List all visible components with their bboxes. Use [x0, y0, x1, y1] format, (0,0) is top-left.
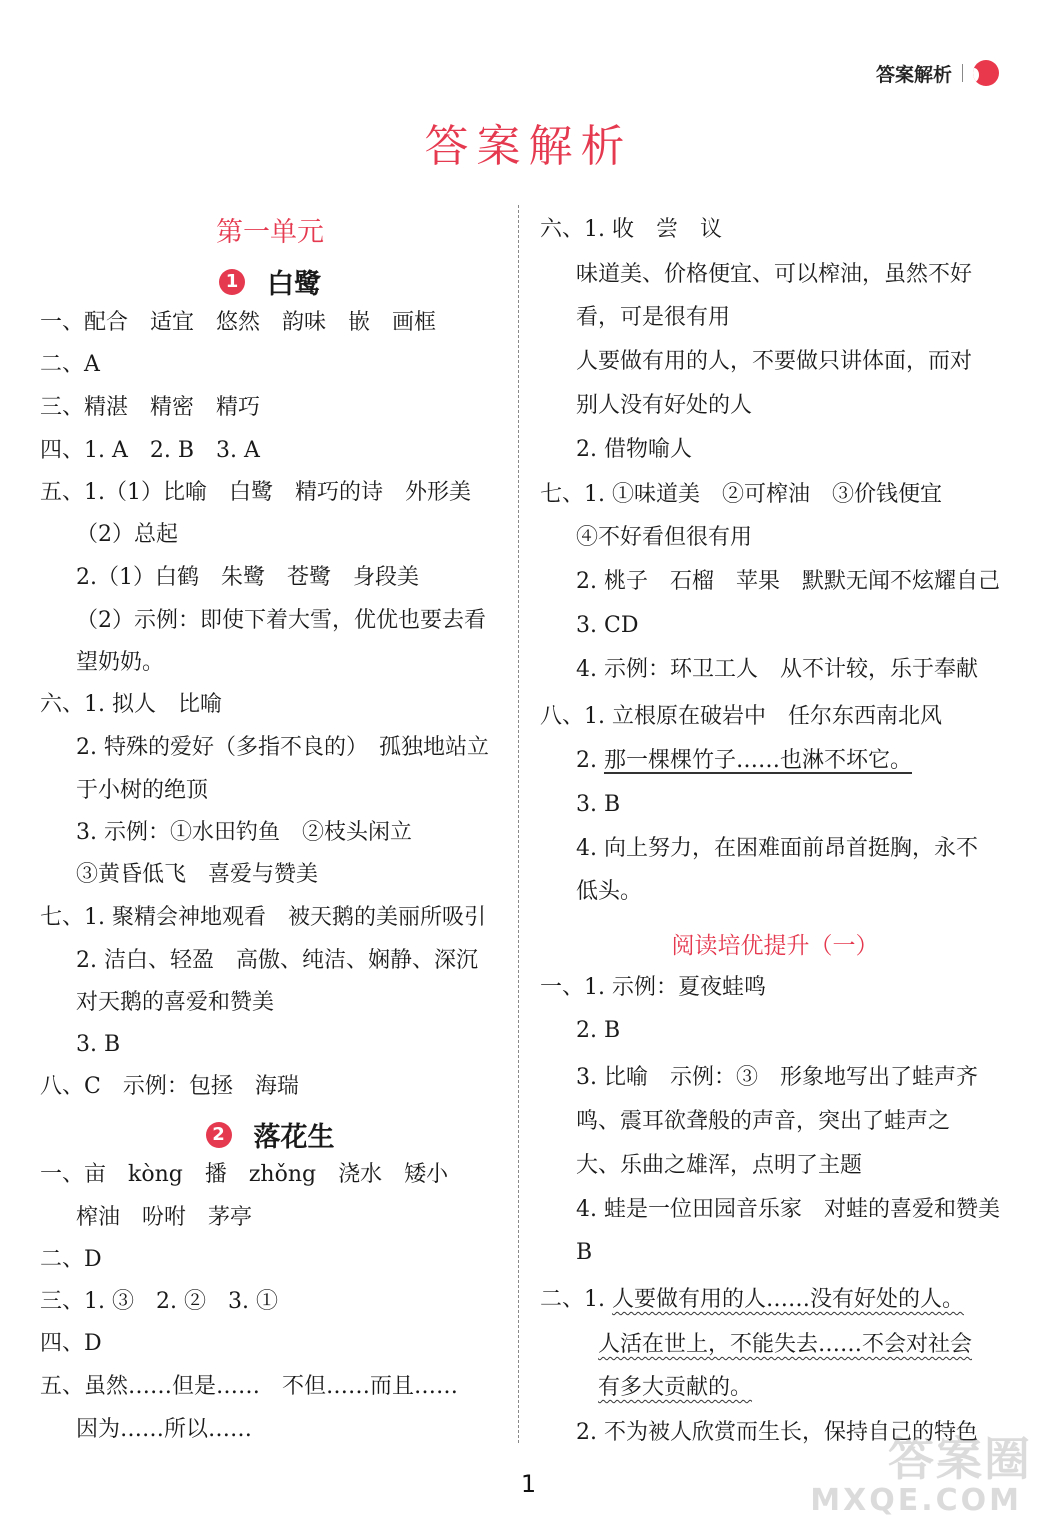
answer-line: 2. 特殊的爱好（多指不良的） 孤独地站立	[76, 735, 489, 760]
answer-line: （2）总起	[76, 522, 178, 547]
answer-line: 4. 示例：环卫工人 从不计较，乐于奉献	[576, 657, 978, 682]
header-tag-text: 答案解析	[875, 63, 952, 86]
answer-line	[598, 1330, 972, 1360]
page-number: 1	[520, 1470, 537, 1498]
answer-line: 一、亩 kòng 播 zhǒng 浇水 矮小	[40, 1162, 449, 1187]
answer-prefix: 2.	[576, 748, 604, 773]
watermark-url: MXQE.COM	[810, 1483, 1022, 1518]
page-title: 答案解析	[424, 121, 633, 172]
answer-line: 二、D	[40, 1247, 102, 1272]
answer-line: 2. 借物喻人	[576, 437, 692, 462]
wavy-underlined-answer: 有多大贡献的。	[598, 1375, 753, 1400]
answer-line: 望奶奶。	[76, 650, 165, 675]
answer-line: 六、1. 收 尝 议	[540, 217, 722, 242]
answer-line: 一、1. 示例：夏夜蛙鸣	[540, 975, 766, 1000]
answer-line: 八、1. 立根原在破岩中 任尔东西南北风	[540, 704, 942, 729]
watermark-text: 答案圈	[888, 1432, 1032, 1486]
answer-line: 人要做有用的人，不要做只讲体面，而对	[576, 349, 973, 374]
answer-line: 八、C 示例：包拯 海瑞	[40, 1074, 299, 1099]
lesson-title: 白鹭	[267, 269, 321, 300]
underlined-answer: 那一棵棵竹子……也淋不坏它。	[603, 748, 912, 773]
answer-line: 3. B	[576, 792, 621, 817]
watermark	[810, 1423, 1032, 1518]
answer-line: 大、乐曲之雄浑，点明了主题	[576, 1153, 863, 1178]
answer-line: 3. 示例：①水田钓鱼 ②枝头闲立	[76, 820, 412, 845]
header-tag	[876, 58, 999, 88]
answer-line: 四、1. A 2. B 3. A	[40, 438, 260, 463]
section-heading: 阅读培优提升（一）	[671, 933, 879, 959]
answer-line: 2.（1）白鹤 朱鹭 苍鹭 身段美	[76, 565, 419, 590]
answer-line: 4. 蛙是一位田园音乐家 对蛙的喜爱和赞美	[576, 1197, 1000, 1222]
answer-line: 榨油 吩咐 茅亭	[76, 1205, 253, 1230]
answer-line: 3. 比喻 示例：③ 形象地写出了蛙声齐	[576, 1065, 978, 1090]
header-logo-icon	[973, 60, 999, 86]
lesson-number-badge: 1	[219, 269, 245, 295]
lesson-heading	[40, 262, 500, 301]
answer-line: 七、1. ①味道美 ②可榨油 ③价钱便宜	[540, 482, 942, 507]
lesson-title: 落花生	[253, 1122, 335, 1153]
answer-line: 二、A	[40, 352, 100, 377]
answer-line: 看，可是很有用	[576, 305, 731, 330]
header-divider	[962, 64, 963, 82]
answer-line: 因为……所以……	[76, 1417, 253, 1442]
answer-line: 2. 洁白、轻盈 高傲、纯洁、娴静、深沉	[76, 948, 478, 973]
answer-line: 三、精湛 精密 精巧	[40, 395, 261, 420]
answer-line: 别人没有好处的人	[576, 393, 753, 418]
answer-line: 七、1. 聚精会神地观看 被天鹅的美丽所吸引	[40, 905, 486, 930]
answer-line	[576, 746, 912, 776]
answer-line: 2. 不为被人欣赏而生长，保持自己的特色	[576, 1420, 978, 1445]
answer-line	[598, 1373, 752, 1403]
answer-line: 4. 向上努力，在困难面前昂首挺胸，永不	[576, 836, 978, 861]
answer-line: 2. 桃子 石榴 苹果 默默无闻不炫耀自己	[576, 569, 1000, 594]
answer-prefix: 二、1.	[540, 1287, 612, 1312]
answer-line: 三、1. ③ 2. ② 3. ①	[40, 1289, 278, 1314]
wavy-underlined-answer: 人要做有用的人……没有好处的人。	[611, 1287, 964, 1312]
lesson-number-badge: 2	[206, 1122, 232, 1148]
unit-heading: 第一单元	[216, 217, 324, 248]
answer-line: 2. B	[576, 1018, 621, 1043]
answer-line: 五、1.（1）比喻 白鹭 精巧的诗 外形美	[40, 480, 471, 505]
answer-line: ③黄昏低飞 喜爱与赞美	[76, 862, 319, 887]
answer-line: 鸣、震耳欲聋般的声音，突出了蛙声之	[576, 1109, 951, 1134]
answer-line: ④不好看但很有用	[576, 525, 753, 550]
answer-line: B	[576, 1240, 593, 1265]
answer-line: 低头。	[576, 879, 643, 904]
answer-line: 3. B	[76, 1032, 121, 1057]
wavy-underlined-answer: 人活在世上，不能失去……不会对社会	[598, 1332, 973, 1357]
answer-line: 味道美、价格便宜、可以榨油，虽然不好	[576, 262, 973, 287]
answer-line: 于小树的绝顶	[76, 778, 209, 803]
answer-line: 3. CD	[576, 613, 639, 638]
answer-line: （2）示例：即使下着大雪，优优也要去看	[76, 608, 486, 633]
answer-line: 四、D	[40, 1331, 102, 1356]
answer-line: 对天鹅的喜爱和赞美	[76, 990, 275, 1015]
answer-line: 五、虽然……但是…… 不但……而且……	[40, 1374, 459, 1399]
answer-line	[540, 1285, 964, 1315]
answer-line: 一、配合 适宜 悠然 韵味 嵌 画框	[40, 310, 437, 335]
column-divider	[518, 205, 519, 1443]
lesson-heading	[40, 1115, 500, 1154]
answer-line: 六、1. 拟人 比喻	[40, 692, 222, 717]
